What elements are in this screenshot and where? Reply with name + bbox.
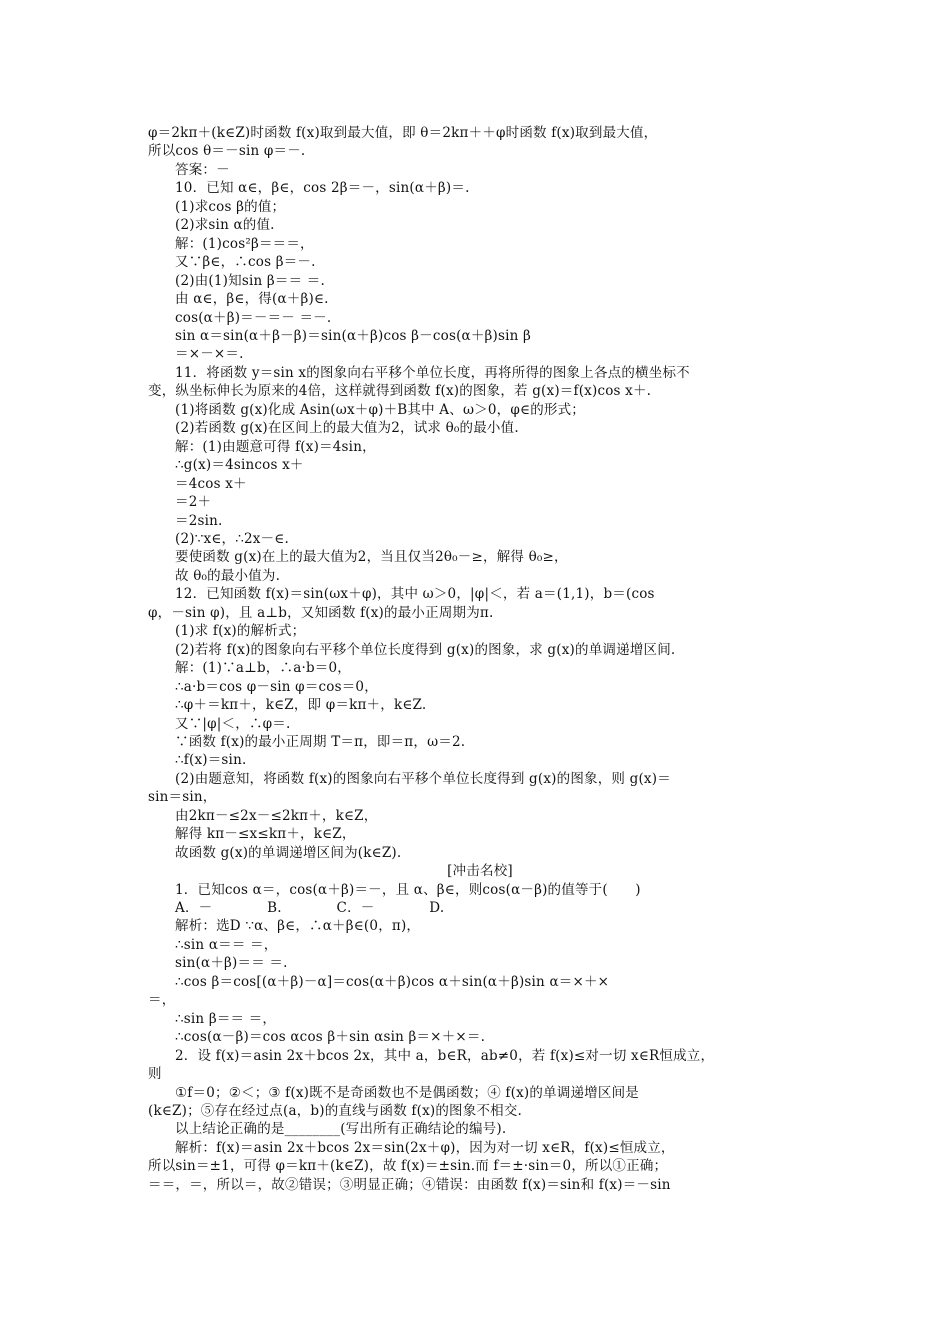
text-line: sin α＝sin(α＋β－β)＝sin(α＋β)cos β－cos(α＋β)sin β (175, 327, 532, 344)
text-line: 故 θ₀的最小值为. (175, 567, 281, 584)
text-line: φ，－sin φ)，且 a⊥b，又知函数 f(x)的最小正周期为π. (148, 604, 494, 621)
text-line: (1)将函数 g(x)化成 Asin(ωx＋φ)＋B其中 A、ω＞0，φ∈的形式； (175, 401, 585, 418)
text-line: φ＝2kπ＋(k∈Z)时函数 f(x)取到最大值，即 θ＝2kπ＋＋φ时函数 f(x)取到最大值， (148, 125, 658, 141)
text-line: 解析：选D ∵α、β∈，∴α＋β∈(0，π)， (175, 918, 421, 935)
text-line: 解得 kπ－≤x≤kπ＋，k∈Z， (175, 826, 356, 843)
text-line: 11．将函数 y＝sin x的图象向右平移个单位长度，再将所得的图象上各点的横坐标不 (175, 364, 690, 381)
text-line: (2)∵x∈，∴2x－∈. (175, 530, 289, 547)
text-line: 变，纵坐标伸长为原来的4倍，这样就得到函数 f(x)的图象，若 g(x)＝f(x)cos x＋. (148, 383, 652, 400)
text-line: 则 (148, 1066, 162, 1083)
text-line: 10．已知 α∈，β∈，cos 2β＝－，sin(α＋β)＝. (175, 180, 470, 197)
text-line: (2)由(1)知sin β＝＝ ＝. (175, 272, 325, 289)
document-body (148, 124, 812, 1194)
text-line: ∴a·b＝cos φ－sin φ＝cos＝0， (175, 678, 378, 695)
text-line: (2)若函数 g(x)在区间上的最大值为2，试求 θ₀的最小值. (175, 420, 519, 437)
text-line: ∴f(x)＝sin. (175, 752, 247, 769)
text-line: ∴g(x)＝4sincos x＋ (175, 457, 304, 474)
text-line: ∵函数 f(x)的最小正周期 T＝π，即＝π，ω＝2. (175, 733, 466, 750)
text-line: 以上结论正确的是________(写出所有正确结论的编号). (175, 1121, 507, 1138)
text-line: 2．设 f(x)＝asin 2x＋bcos 2x，其中 a，b∈R，ab≠0，若 f(x)≤对一切 x∈R恒成立， (175, 1047, 715, 1064)
text-line: 所以cos θ＝－sin φ＝－. (148, 143, 306, 160)
text-line: 由2kπ－≤2x－≤2kπ＋，k∈Z， (175, 807, 378, 824)
text-line: 答案：－ (175, 161, 230, 178)
text-line: (2)求sin α的值. (175, 217, 275, 234)
text-line: ∴sin α＝＝ ＝， (175, 936, 278, 953)
section-heading: [冲击名校] (447, 863, 513, 880)
text-line: ＝2＋ (175, 494, 212, 511)
text-line: sin(α＋β)＝＝ ＝. (175, 955, 288, 972)
text-line: ＝， (148, 992, 176, 1009)
text-line: ∴cos β＝cos[(α＋β)－α]＝cos(α＋β)cos α＋sin(α＋β)sin α＝×＋× (175, 973, 610, 990)
text-line: cos(α＋β)＝－＝－ ＝－. (175, 309, 332, 326)
text-line: 故函数 g(x)的单调递增区间为(k∈Z). (175, 844, 402, 861)
text-line: 要使函数 g(x)在上的最大值为2，当且仅当2θ₀－≥，解得 θ₀≥， (175, 549, 568, 566)
text-line: ∴cos(α－β)＝cos αcos β＋sin αsin β＝×＋×＝. (175, 1029, 486, 1046)
text-line: 1．已知cos α＝，cos(α＋β)＝－，且 α、β∈，则cos(α－β)的值等于( ) (175, 881, 641, 898)
text-line: (1)求 f(x)的解析式； (175, 623, 306, 640)
text-line: ＝＝，＝，所以＝，故②错误；③明显正确；④错误：由函数 f(x)＝sin和 f(x)＝－sin (148, 1176, 671, 1193)
text-line: 由 α∈，β∈，得(α＋β)∈. (175, 291, 329, 308)
text-line: sin＝sin， (148, 789, 217, 806)
text-line: 解：(1)由题意可得 f(x)＝4sin， (175, 438, 376, 455)
text-line: 解析：f(x)＝asin 2x＋bcos 2x＝sin(2x＋φ)，因为对一切 x∈R，f(x)≤恒成立， (175, 1139, 675, 1156)
text-line: 又∵β∈，∴cos β＝－. (175, 254, 316, 271)
text-line: ＝×－×＝. (175, 346, 244, 363)
text-line: ∴φ＋＝kπ＋，k∈Z，即 φ＝kπ＋，k∈Z. (175, 697, 427, 714)
text-line: 解：(1)cos²β＝＝＝， (175, 235, 314, 252)
text-line: (1)求cos β的值； (175, 198, 286, 215)
text-line: 12．已知函数 f(x)＝sin(ωx＋φ)，其中 ω＞0，|φ|＜，若 a＝(1,1)，b＝(cos (175, 586, 655, 603)
text-line: ＝2sin. (175, 512, 223, 529)
text-line: 又∵|φ|＜，∴φ＝. (175, 715, 291, 732)
text-line: (k∈Z)；⑤存在经过点(a，b)的直线与函数 f(x)的图象不相交. (148, 1103, 523, 1120)
text-line: A．－ B. C．－ D. (175, 900, 445, 917)
text-line: ①f＝0；②＜；③ f(x)既不是奇函数也不是偶函数；④ f(x)的单调递增区间是 (175, 1084, 639, 1101)
text-line: (2)由题意知，将函数 f(x)的图象向右平移个单位长度得到 g(x)的图象，则 g(x)＝ (175, 770, 671, 787)
text-line: ＝4cos x＋ (175, 475, 247, 492)
text-line: 解：(1)∵a⊥b，∴a·b＝0， (175, 660, 351, 677)
text-line: ∴sin β＝＝ ＝， (175, 1010, 277, 1027)
text-line: 所以sin＝±1，可得 φ＝kπ＋(k∈Z)，故 f(x)＝±sin.而 f＝±·sin＝0，所以①正确； (148, 1158, 668, 1175)
text-line: (2)若将 f(x)的图象向右平移个单位长度得到 g(x)的图象，求 g(x)的单调递增区间. (175, 641, 676, 658)
